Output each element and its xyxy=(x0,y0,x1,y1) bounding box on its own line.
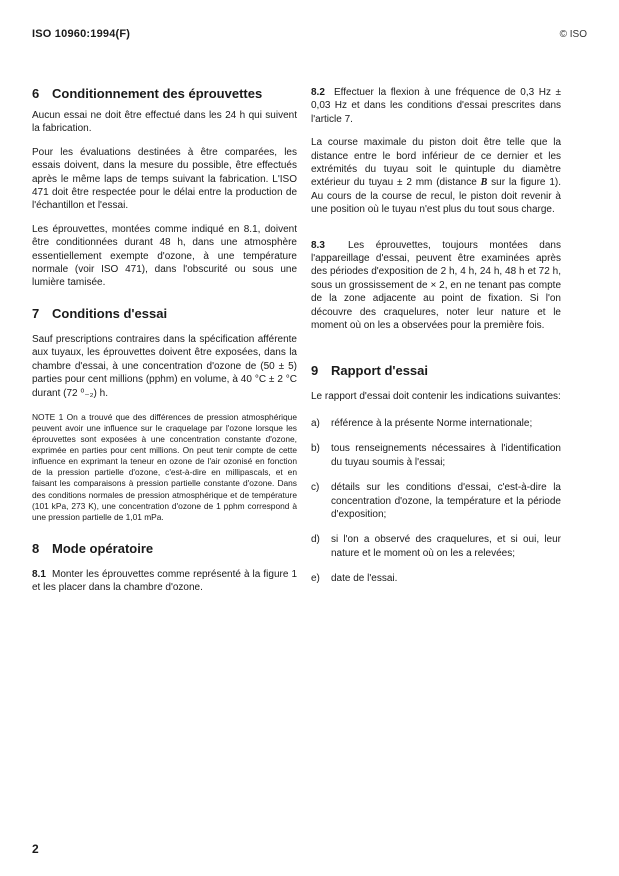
left-column xyxy=(32,86,297,605)
paragraph: Aucun essai ne doit être effectué dans les 24 h qui suivent la fabrication. xyxy=(32,110,297,135)
paragraph xyxy=(311,136,561,216)
clause-number: 8.1 xyxy=(32,568,46,580)
list-letter: b) xyxy=(311,443,320,455)
clause-number: 8.2 xyxy=(311,87,325,98)
list-letter: c) xyxy=(311,482,320,494)
list-text: si l'on a observé des craquelures, et si oui, leur nature et le moment où on les a relevées; xyxy=(331,534,561,559)
clause-text: Les éprouvettes, toujours montées dans l'appareillage d'essai, peuvent être examinées après des périodes d'exposition de 2 h, 4 h, 24 h, 48 h et 72 h, sous un grossissement de × 2, en ne tenant pas compte de la zone adjacente au point de fixation. Si l'on découvre des craquelures, noter leur nature et le moment où on les a observées pour la première fois. xyxy=(311,239,561,332)
copyright-mark: © ISO xyxy=(559,29,587,40)
list-text: date de l'essai. xyxy=(331,573,398,585)
right-column xyxy=(311,86,561,598)
variable-b: B xyxy=(480,177,488,189)
report-list xyxy=(311,417,561,586)
paragraph-8-1 xyxy=(32,568,297,595)
list-text: détails sur les conditions d'essai, c'est-à-dire la concentration d'ozone, la température et la période d'exposition; xyxy=(331,482,561,520)
clause-number: 8.3 xyxy=(311,239,325,251)
list-letter: d) xyxy=(311,534,320,546)
list-item xyxy=(311,572,561,585)
section-number: 6 xyxy=(32,86,40,101)
section-8-heading xyxy=(32,541,297,556)
section-title: Rapport d'essai xyxy=(331,362,429,378)
list-item xyxy=(311,481,561,521)
list-item xyxy=(311,417,561,430)
section-title: Conditionnement des éprouvettes xyxy=(52,86,263,101)
section-title: Mode opératoire xyxy=(52,540,154,556)
text-run: sur la figure 1). Au cours de la course de recul, le piston doit revenir à une position où le tuyau n'est plus du tout sous charge. xyxy=(311,177,561,216)
section-6-heading xyxy=(32,86,297,101)
list-item xyxy=(311,442,561,469)
section-title: Conditions d'essai xyxy=(52,305,168,321)
page-number: 2 xyxy=(32,842,39,856)
list-item xyxy=(311,533,561,560)
paragraph: Pour les évaluations destinées à être comparées, les essais doivent, dans la mesure du possible, être effectués après le même laps de temps suivant la fabrication. L'ISO 471 doit être respectée pour le délai entre la production de l'échantillon et l'essai. xyxy=(32,146,297,212)
text-run: La course maximale du piston doit être telle que la distance entre le bord inférieur de ce dernier et les extrémités du tuyau soit le quintuple du diamètre extérieur du tuyau ± 2 mm (distance xyxy=(311,137,561,189)
section-9-heading xyxy=(311,363,561,378)
list-letter: e) xyxy=(311,573,320,585)
paragraph-8-3 xyxy=(311,239,561,333)
note-1: NOTE 1 On a trouvé que des différences de pression atmosphérique peuvent avoir une influence sur le craquelage par l'ozone lorsque les éprouvettes sont exposées à une concentration constante d'ozone, exprimée en parties pour cent millions. On peut tenir compte de cette influence en exprimant la teneur en ozone de l'air ozonisé en fonction de la pression partielle d'ozone, c'est-à-dire en millipascals, et en faisant les comparaisons à pression partielle constante d'ozone. Dans des conditions normales de pression atmosphérique et de température (101 kPa, 273 K), une concentration d'ozone de 1 pphm correspond à une pression partielle de 1,01 mPa. xyxy=(32,411,297,522)
section-7-heading xyxy=(32,306,297,321)
section-number: 9 xyxy=(311,362,319,378)
list-text: référence à la présente Norme internationale; xyxy=(331,417,533,429)
list-text: tous renseignements nécessaires à l'identification du tuyau soumis à l'essai; xyxy=(331,443,561,468)
document-reference: ISO 10960:1994(F) xyxy=(32,28,131,40)
list-letter: a) xyxy=(311,417,320,429)
paragraph-8-2 xyxy=(311,86,561,126)
section-number: 7 xyxy=(32,305,40,321)
clause-text: Monter les éprouvettes comme représenté à la figure 1 et les placer dans la chambre d'ozone. xyxy=(32,568,298,594)
paragraph: Le rapport d'essai doit contenir les indications suivantes: xyxy=(311,390,561,402)
section-number: 8 xyxy=(32,540,40,556)
paragraph: Les éprouvettes, montées comme indiqué en 8.1, doivent être conditionnées durant 48 h, dans une atmosphère essentiellement exempte d'ozone, à une température normale (voir ISO 471), dans l'obscurité ou sous une lumière tamisée. xyxy=(32,223,297,289)
paragraph: Sauf prescriptions contraires dans la spécification afférente aux tuyaux, les éprouvettes doivent être exposées, dans la chambre d'essai, à une concentration d'ozone de (50 ± 5) parties pour cent millions (pphm) en volume, à 40 °C ± 2 °C durant (72 ⁰₋₂) h. xyxy=(32,333,297,399)
clause-text: Effectuer la flexion à une fréquence de 0,3 Hz ± 0,03 Hz et dans les conditions d'essai prescrites dans l'article 7. xyxy=(311,87,561,125)
